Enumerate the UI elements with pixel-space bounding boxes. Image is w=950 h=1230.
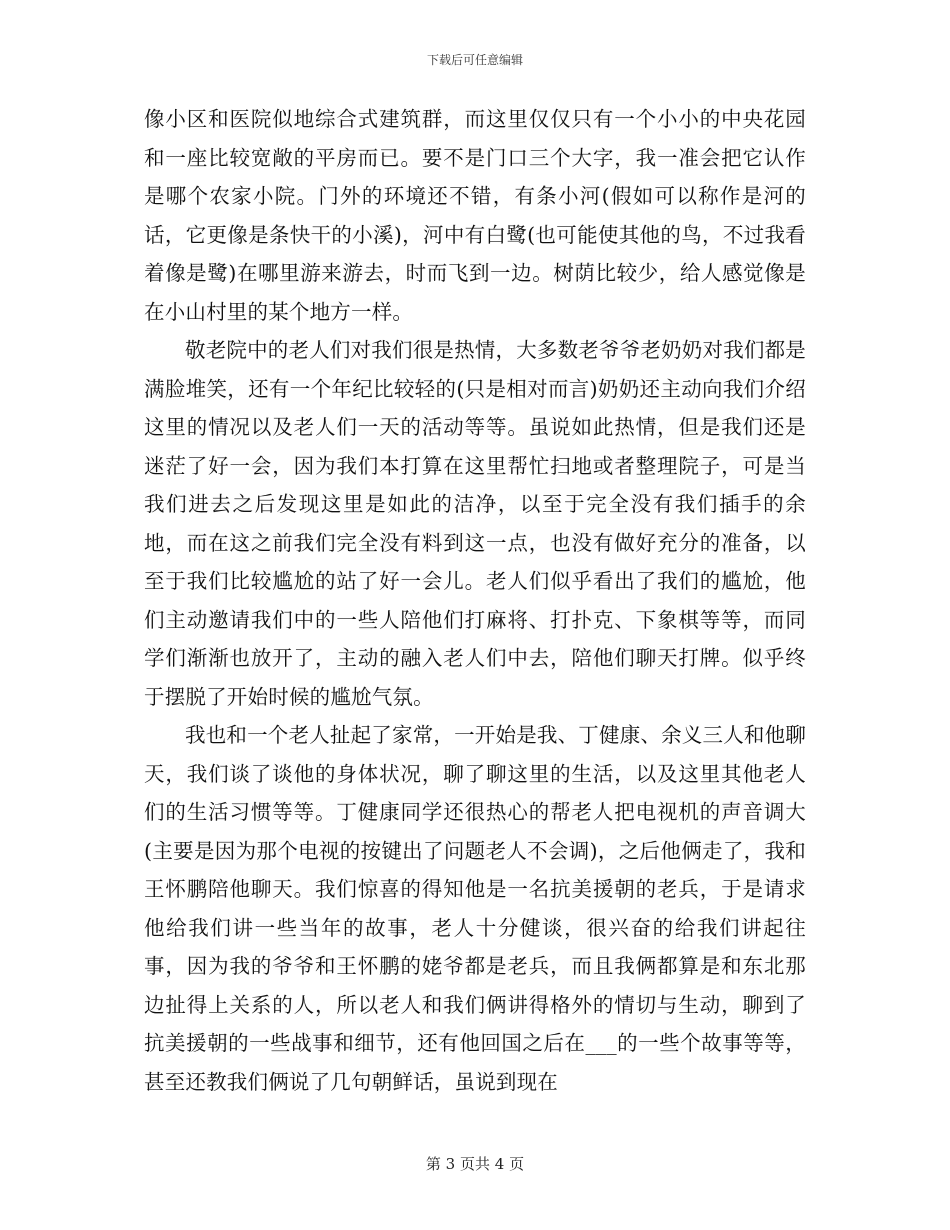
page-number: 第 3 页共 4 页 bbox=[425, 1155, 525, 1173]
paragraph-1: 像小区和医院似地综合式建筑群，而这里仅仅只有一个小小的中央花园和一座比较宽敞的平房而已。要不是门口三个大字，我一准会把它认作是哪个农家小院。门外的环境还不错，有条小河(假如可以称作是河的话，它更像是条快干的小溪)，河中有白鹭(也可能使其他的鸟，不过我看着像是鹭)在哪里游来游去，时而飞到一边。树荫比较少，给人感觉像是在小山村里的某个地方一样。 bbox=[144, 107, 806, 324]
document-body bbox=[144, 100, 806, 1101]
page-header-note: 下载后可任意编辑 bbox=[426, 53, 523, 67]
paragraph-2: 敬老院中的老人们对我们很是热情，大多数老爷爷老奶奶对我们都是满脸堆笑，还有一个年纪比较轻的(只是相对而言)奶奶还主动向我们介绍这里的情况以及老人们一天的活动等等。虽说如此热情，但是我们还是迷茫了好一会，因为我们本打算在这里帮忙扫地或者整理院子，可是当我们进去之后发现这里是如此的洁净，以至于完全没有我们插手的余地，而在这之前我们完全没有料到这一点，也没有做好充分的准备，以至于我们比较尴尬的站了好一会儿。老人们似乎看出了我们的尴尬，他们主动邀请我们中的一些人陪他们打麻将、打扑克、下象棋等等，而同学们渐渐也放开了，主动的融入老人们中去，陪他们聊天打牌。似乎终于摆脱了开始时候的尴尬气氛。 bbox=[144, 338, 806, 709]
paragraph-3: 我也和一个老人扯起了家常，一开始是我、丁健康、余义三人和他聊天，我们谈了谈他的身体状况，聊了聊这里的生活，以及这里其他老人们的生活习惯等等。丁健康同学还很热心的帮老人把电视机的声音调大(主要是因为那个电视的按键出了问题老人不会调)，之后他俩走了，我和王怀鹏陪他聊天。我们惊喜的得知他是一名抗美援朝的老兵，于是请求他给我们讲一些当年的故事，老人十分健谈，很兴奋的给我们讲起往事，因为我的爷爷和王怀鹏的姥爷都是老兵，而且我俩都算是和东北那边扯得上关系的人，所以老人和我们俩讲得格外的情切与生动，聊到了抗美援朝的一些战事和细节，还有他回国之后在___的一些个故事等等，甚至还教我们俩说了几句朝鲜话，虽说到现在 bbox=[144, 723, 806, 1094]
